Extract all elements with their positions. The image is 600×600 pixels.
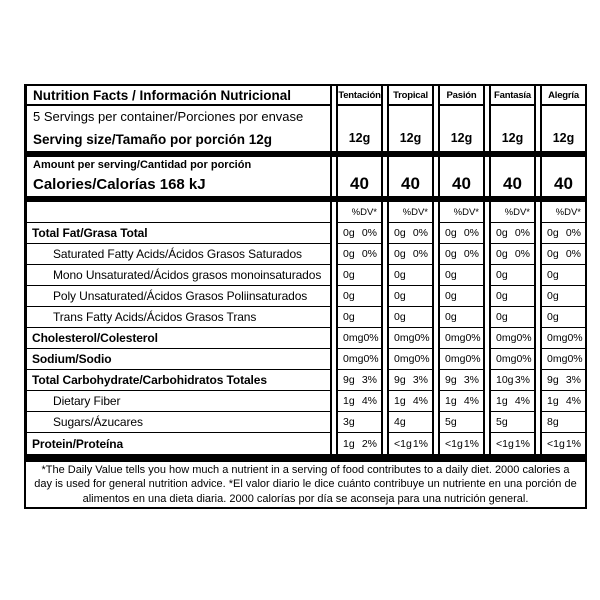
nutrient-value-cell <box>540 370 587 391</box>
nutrition-facts-table <box>24 84 587 509</box>
amount-value: 0g <box>343 227 355 239</box>
column-header-1: Tentación <box>336 84 383 106</box>
amount-value: <1g <box>394 437 412 450</box>
amount-value: 0g <box>547 269 559 281</box>
nutrient-value-cell <box>540 286 587 307</box>
column-header-4: Fantasía <box>489 84 536 106</box>
daily-value-percent: 0% <box>516 332 532 344</box>
amount-value: <1g <box>496 437 514 450</box>
daily-value-percent: 3% <box>565 374 581 386</box>
nutrient-value-cell <box>489 244 536 265</box>
daily-value-percent: 1% <box>565 437 581 450</box>
nutrient-value-cell <box>438 328 485 349</box>
nutrient-value-cell <box>489 223 536 244</box>
nutrient-value-cell <box>336 307 383 328</box>
amount-value: 0g <box>343 269 355 281</box>
amount-value: 0g <box>394 248 406 260</box>
daily-value-percent: 0% <box>565 248 581 260</box>
daily-value-header: %DV* <box>336 202 383 223</box>
nutrient-value-cell <box>489 433 536 454</box>
nutrient-row <box>24 391 587 412</box>
amount-value: 0mg <box>547 332 568 344</box>
daily-value-percent: 0% <box>465 332 481 344</box>
amount-value: 0g <box>496 227 508 239</box>
daily-value-percent: 4% <box>412 395 428 407</box>
amount-value: 0g <box>496 290 508 302</box>
nutrient-value-cell <box>540 412 587 433</box>
calories-value: 40 <box>387 157 434 196</box>
nutrient-value-cell <box>489 307 536 328</box>
empty-cell <box>24 202 332 223</box>
amount-value: 0mg <box>496 332 517 344</box>
serving-size: Serving size/Tamaño por porción 12g <box>33 132 273 147</box>
daily-value-percent: 0% <box>516 353 532 365</box>
nutrient-value-cell <box>540 307 587 328</box>
nutrient-value-cell <box>438 244 485 265</box>
amount-value: 0g <box>445 227 457 239</box>
nutrient-value-cell <box>540 349 587 370</box>
daily-value-percent: 0% <box>567 353 583 365</box>
nutrient-value-cell <box>336 349 383 370</box>
amount-value: 0g <box>394 311 406 323</box>
amount-value: 0mg <box>343 353 364 365</box>
nutrient-value-cell <box>489 328 536 349</box>
nutrient-value-cell <box>336 433 383 454</box>
daily-value-percent: 4% <box>463 395 479 407</box>
amount-value: 0g <box>394 227 406 239</box>
serving-size-value: 12g <box>540 106 587 151</box>
amount-value: 0mg <box>445 332 466 344</box>
daily-value-header: %DV* <box>540 202 587 223</box>
amount-value: 0mg <box>547 353 568 365</box>
calories-row <box>24 157 587 196</box>
amount-value: 0g <box>547 290 559 302</box>
nutrient-label: Trans Fatty Acids/Ácidos Grasos Trans <box>24 307 332 328</box>
daily-value-percent: 0% <box>361 227 377 239</box>
amount-value: 0g <box>496 269 508 281</box>
nutrient-value-cell <box>489 349 536 370</box>
amount-value: 1g <box>343 395 355 407</box>
daily-value-header: %DV* <box>387 202 434 223</box>
nutrient-value-cell <box>438 307 485 328</box>
calories-info <box>24 157 332 196</box>
nutrient-value-cell <box>336 223 383 244</box>
daily-value-percent: 0% <box>361 248 377 260</box>
nutrient-row <box>24 307 587 328</box>
nutrient-value-cell <box>540 433 587 454</box>
nutrient-label: Mono Unsaturated/Ácidos grasos monoinsaturados <box>24 265 332 286</box>
calories-label: Calories/Calorías 168 kJ <box>33 176 206 193</box>
amount-value: 4g <box>394 416 406 428</box>
daily-value-percent: 3% <box>361 374 377 386</box>
nutrient-value-cell <box>387 307 434 328</box>
amount-value: <1g <box>445 437 463 450</box>
daily-value-percent: 0% <box>412 227 428 239</box>
amount-value: 0mg <box>343 332 364 344</box>
calories-value: 40 <box>336 157 383 196</box>
amount-value: 8g <box>547 416 559 428</box>
daily-value-percent: 0% <box>514 248 530 260</box>
nutrient-value-cell <box>540 265 587 286</box>
amount-value: 0mg <box>445 353 466 365</box>
nutrient-value-cell <box>336 244 383 265</box>
serving-size-value: 12g <box>387 106 434 151</box>
serving-size-value: 12g <box>489 106 536 151</box>
daily-value-percent: 4% <box>361 395 377 407</box>
daily-value-percent: 0% <box>463 227 479 239</box>
nutrient-value-cell <box>489 412 536 433</box>
nutrient-value-cell <box>387 328 434 349</box>
nutrient-value-cell <box>438 286 485 307</box>
nutrient-value-cell <box>387 391 434 412</box>
calories-value: 40 <box>489 157 536 196</box>
nutrient-row <box>24 433 587 454</box>
nutrient-label: Total Carbohydrate/Carbohidratos Totales <box>24 370 332 391</box>
amount-value: 1g <box>496 395 508 407</box>
daily-value-percent: 0% <box>412 248 428 260</box>
nutrient-value-cell <box>540 244 587 265</box>
amount-value: 0g <box>343 290 355 302</box>
column-header-2: Tropical <box>387 84 434 106</box>
amount-value: 1g <box>394 395 406 407</box>
nutrient-value-cell <box>489 370 536 391</box>
nutrient-value-cell <box>336 265 383 286</box>
daily-value-percent: 0% <box>363 353 379 365</box>
daily-value-header: %DV* <box>438 202 485 223</box>
daily-value-percent: 1% <box>514 437 530 450</box>
nutrient-value-cell <box>387 286 434 307</box>
amount-value: 0g <box>343 311 355 323</box>
serving-size-value: 12g <box>336 106 383 151</box>
daily-value-percent: 3% <box>412 374 428 386</box>
amount-value: 9g <box>394 374 406 386</box>
amount-value: 1g <box>547 395 559 407</box>
daily-value-percent: 1% <box>463 437 479 450</box>
amount-value: 0g <box>445 248 457 260</box>
nutrient-label: Saturated Fatty Acids/Ácidos Grasos Saturados <box>24 244 332 265</box>
table-title: Nutrition Facts / Información Nutricional <box>24 84 332 106</box>
nutrient-value-cell <box>489 391 536 412</box>
amount-value: 0g <box>394 269 406 281</box>
nutrient-value-cell <box>540 328 587 349</box>
nutrient-row <box>24 349 587 370</box>
nutrient-value-cell <box>438 223 485 244</box>
nutrient-value-cell <box>336 412 383 433</box>
nutrient-label: Cholesterol/Colesterol <box>24 328 332 349</box>
nutrient-value-cell <box>387 433 434 454</box>
nutrient-row <box>24 223 587 244</box>
nutrient-value-cell <box>438 349 485 370</box>
amount-value: 0mg <box>496 353 517 365</box>
daily-value-percent: 3% <box>514 374 530 386</box>
nutrient-value-cell <box>438 370 485 391</box>
amount-value: 0g <box>445 290 457 302</box>
calories-value: 40 <box>540 157 587 196</box>
amount-value: 10g <box>496 374 514 386</box>
daily-value-percent: 2% <box>361 437 377 450</box>
serving-size-value: 12g <box>438 106 485 151</box>
header-row <box>24 84 587 106</box>
amount-value: 0mg <box>394 332 415 344</box>
amount-per-serving-label: Amount per serving/Cantidad por porción <box>33 159 252 171</box>
daily-value-percent: 0% <box>363 332 379 344</box>
column-header-5: Alegría <box>540 84 587 106</box>
nutrient-row <box>24 265 587 286</box>
amount-value: 0g <box>547 248 559 260</box>
nutrient-value-cell <box>438 265 485 286</box>
nutrient-value-cell <box>438 412 485 433</box>
serving-info <box>24 106 332 151</box>
nutrient-value-cell <box>336 286 383 307</box>
nutrient-label: Poly Unsaturated/Ácidos Grasos Poliinsaturados <box>24 286 332 307</box>
amount-value: 0mg <box>394 353 415 365</box>
amount-value: 0g <box>445 269 457 281</box>
nutrient-row <box>24 370 587 391</box>
nutrient-value-cell <box>387 370 434 391</box>
amount-value: 9g <box>445 374 457 386</box>
nutrient-value-cell <box>336 370 383 391</box>
amount-value: 0g <box>343 248 355 260</box>
nutrient-label: Protein/Proteína <box>24 433 332 454</box>
table-top-border <box>24 84 587 86</box>
amount-value: 1g <box>343 437 355 450</box>
nutrient-label: Sodium/Sodio <box>24 349 332 370</box>
daily-value-header: %DV* <box>489 202 536 223</box>
daily-value-percent: 0% <box>463 248 479 260</box>
daily-value-percent: 3% <box>463 374 479 386</box>
amount-value: 9g <box>343 374 355 386</box>
nutrient-label: Dietary Fiber <box>24 391 332 412</box>
nutrient-label: Sugars/Ázucares <box>24 412 332 433</box>
amount-value: 5g <box>445 416 457 428</box>
daily-value-footnote: *The Daily Value tells you how much a nutrient in a serving of food contributes to a daily diet. 2000 calories a day is used for general nutrition advice. *El valor diario le dice cuánto contribuye un nutriente en una porción de alimentos en una dieta diaria. 2000 calorías por día se aconseja para una nutrición general. <box>24 460 587 509</box>
nutrient-value-cell <box>438 391 485 412</box>
servings-per-container: 5 Servings per container/Porciones por envase <box>33 109 304 124</box>
amount-value: 5g <box>496 416 508 428</box>
nutrient-row <box>24 286 587 307</box>
nutrient-value-cell <box>540 391 587 412</box>
daily-value-percent: 0% <box>414 353 430 365</box>
daily-value-header-row <box>24 202 587 223</box>
daily-value-percent: 0% <box>465 353 481 365</box>
amount-value: 0g <box>547 227 559 239</box>
nutrient-value-cell <box>336 328 383 349</box>
amount-value: 1g <box>445 395 457 407</box>
serving-row <box>24 106 587 151</box>
daily-value-percent: 1% <box>412 437 428 450</box>
nutrient-row <box>24 328 587 349</box>
column-header-3: Pasión <box>438 84 485 106</box>
calories-value: 40 <box>438 157 485 196</box>
daily-value-percent: 4% <box>514 395 530 407</box>
daily-value-percent: 4% <box>565 395 581 407</box>
daily-value-percent: 0% <box>565 227 581 239</box>
nutrient-label: Total Fat/Grasa Total <box>24 223 332 244</box>
amount-value: 0g <box>394 290 406 302</box>
nutrient-value-cell <box>489 265 536 286</box>
nutrient-value-cell <box>336 391 383 412</box>
daily-value-percent: 0% <box>414 332 430 344</box>
daily-value-percent: 0% <box>567 332 583 344</box>
nutrient-value-cell <box>387 223 434 244</box>
amount-value: 0g <box>496 248 508 260</box>
nutrient-value-cell <box>387 412 434 433</box>
nutrient-value-cell <box>438 433 485 454</box>
amount-value: <1g <box>547 437 565 450</box>
amount-value: 0g <box>445 311 457 323</box>
nutrient-value-cell <box>387 265 434 286</box>
nutrient-row <box>24 244 587 265</box>
amount-value: 9g <box>547 374 559 386</box>
nutrient-value-cell <box>489 286 536 307</box>
amount-value: 3g <box>343 416 355 428</box>
amount-value: 0g <box>496 311 508 323</box>
nutrient-row <box>24 412 587 433</box>
daily-value-percent: 0% <box>514 227 530 239</box>
nutrient-value-cell <box>540 223 587 244</box>
amount-value: 0g <box>547 311 559 323</box>
nutrient-value-cell <box>387 349 434 370</box>
nutrient-value-cell <box>387 244 434 265</box>
